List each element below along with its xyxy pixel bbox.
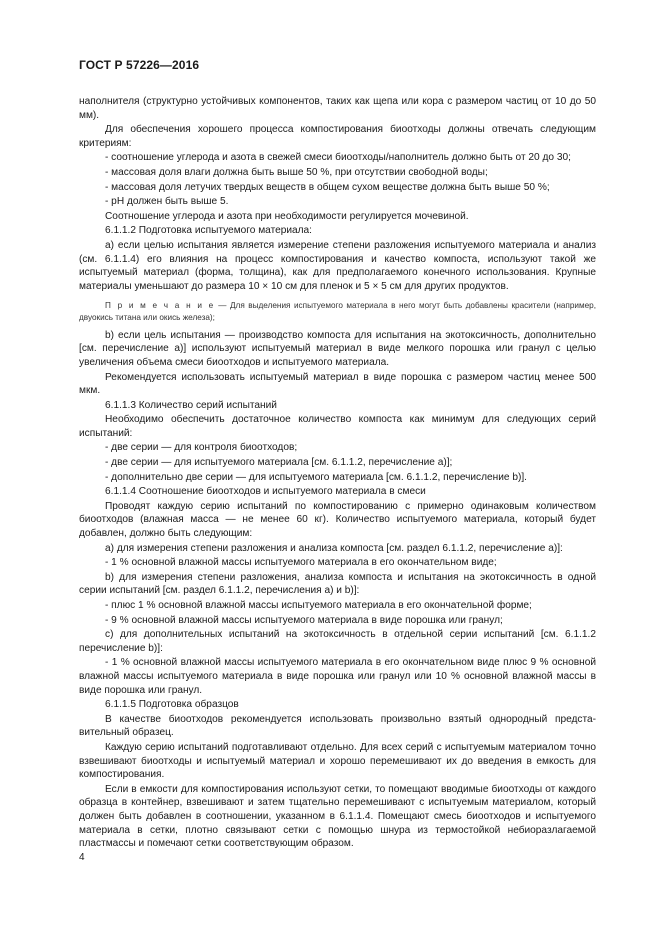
section-heading: 6.1.1.4 Соотношение биоотходов и испытуемого материала в смеси [105,486,426,498]
page-number: 4 [79,852,85,863]
list-item: - 1 % основной влажной массы испытуемого материала в его окончательном виде плюс 9 % основной влажной массы испытуемого материала в виде порошка или гранул или 10 % основной влажной массы в виде порошка или гранул. [79,657,596,696]
paragraph: В качестве биоотходов рекомендуется использовать произвольно взятый однородный представительный образец. [79,713,596,739]
paragraph: а) если целью испытания является измерение степени разложения испытуемого материала и анализ (см. 6.1.1.4) его влияния на процесс компостирования и качество компоста, используют такой же испытуемый материал (форма, толщина), как для предполагаемого конечного использования. Крупные материалы уменьшают до размера 10 × 10 см для пленок и 5 × 5 см для других продуктов. [79,239,596,292]
paragraph: Если в емкости для компостирования используют сетки, то помещают вводимые биоотходы от каждого образца в контейнер, взвешивают и затем тщательно перемешивают с испытуемым материалом, который должен быть добавлен в соотношении, указанном в 6.1.1.4. Помещают смесь биоотходов и испытуемого материала в сетки, плотно связывают сетки с помощью шнура из термостойкой небиоразлагаемой пластмассы и помечают сетки соответствующим образом. [79,783,596,850]
paragraph: Для обеспечения хорошего процесса компостирования биоотходы должны отвечать следующим критериям: [79,124,596,149]
paragraph: Проводят каждую серию испытаний по компостированию с примерно одинаковым количеством биоотходов (влажная масса — не менее 60 кг). Количество испытуемого материала, который будет добавлен, должно быть следующим: [79,500,596,540]
paragraph: b) если цель испытания — производство компоста для испытания на экотоксичность, дополнительно [см. перечисление а)] используют испытуемый материал в виде мелкого порошка или гранул с целью увеличения объема смеси биоотходов и испытуемого материала. [79,329,596,368]
list-item: - массовая доля влаги должна быть выше 50 %, при отсутствии свободной воды; [105,166,488,178]
list-item: - соотношение углерода и азота в свежей смеси биоотходы/наполнитель должно быть от 20 до 30; [105,152,571,164]
note [79,300,596,322]
note-text: — Для выделения испытуемого материала в него могут быть добавлены красители (например, двуокись титана или окись железа); [79,301,596,322]
list-item: b) для измерения степени разложения, анализа компоста и испытания на экотоксичность в одной серии испытаний [см. раздел 6.1.1.2, перечисления а) и b)]: [79,571,596,597]
note-label: П р и м е ч а н и е [105,301,215,311]
list-item: - 9 % основной влажной массы испытуемого материала в виде порошка или гранул; [105,614,503,626]
list-item: - рН должен быть выше 5. [105,196,229,208]
paragraph: Рекомендуется использовать испытуемый материал в виде порошка с размером частиц менее 500 мкм. [79,371,596,397]
paragraph: Каждую серию испытаний подготавливают отдельно. Для всех серий с испытуемым материалом точно взвешивают биоотходы и испытуемый материал и хорошо перемешивают их до введения в емкость для компостирования. [79,741,596,781]
list-item: с) для дополнительных испытаний на экотоксичность в отдельной серии испытаний [см. 6.1.1.2 перечисление b)]: [79,629,596,654]
section-heading: 6.1.1.5 Подготовка образцов [105,699,239,711]
list-item: - 1 % основной влажной массы испытуемого материала в его окончательном виде; [105,557,497,569]
document-header: ГОСТ Р 57226—2016 [79,58,200,72]
list-item: - две серии — для контроля биоотходов; [105,442,298,454]
paragraph: Необходимо обеспечить достаточное количество компоста как минимум для следующих серий испытаний: [79,414,596,439]
list-item: - массовая доля летучих твердых веществ в общем сухом веществе должна быть выше 50 %; [105,181,550,193]
list-item: а) для измерения степени разложения и анализа компоста [см. раздел 6.1.1.2, перечисление а)]: [105,542,563,554]
document-body [79,95,596,852]
list-item: - дополнительно две серии — для испытуемого материала [см. 6.1.1.2, перечисление b)]. [105,471,527,483]
list-item: - две серии — для испытуемого материала [см. 6.1.1.2, перечисление а)]; [105,457,453,469]
paragraph: Соотношение углерода и азота при необходимости регулируется мочевиной. [105,210,469,222]
list-item: - плюс 1 % основной влажной массы испытуемого материала в его окончательной форме; [105,600,532,611]
paragraph: наполнителя (структурно устойчивых компонентов, таких как щепа или кора с размером частиц от 10 до 50 мм). [79,96,596,121]
section-heading: 6.1.1.2 Подготовка испытуемого материала: [105,225,312,237]
section-heading: 6.1.1.3 Количество серий испытаний [105,399,277,411]
